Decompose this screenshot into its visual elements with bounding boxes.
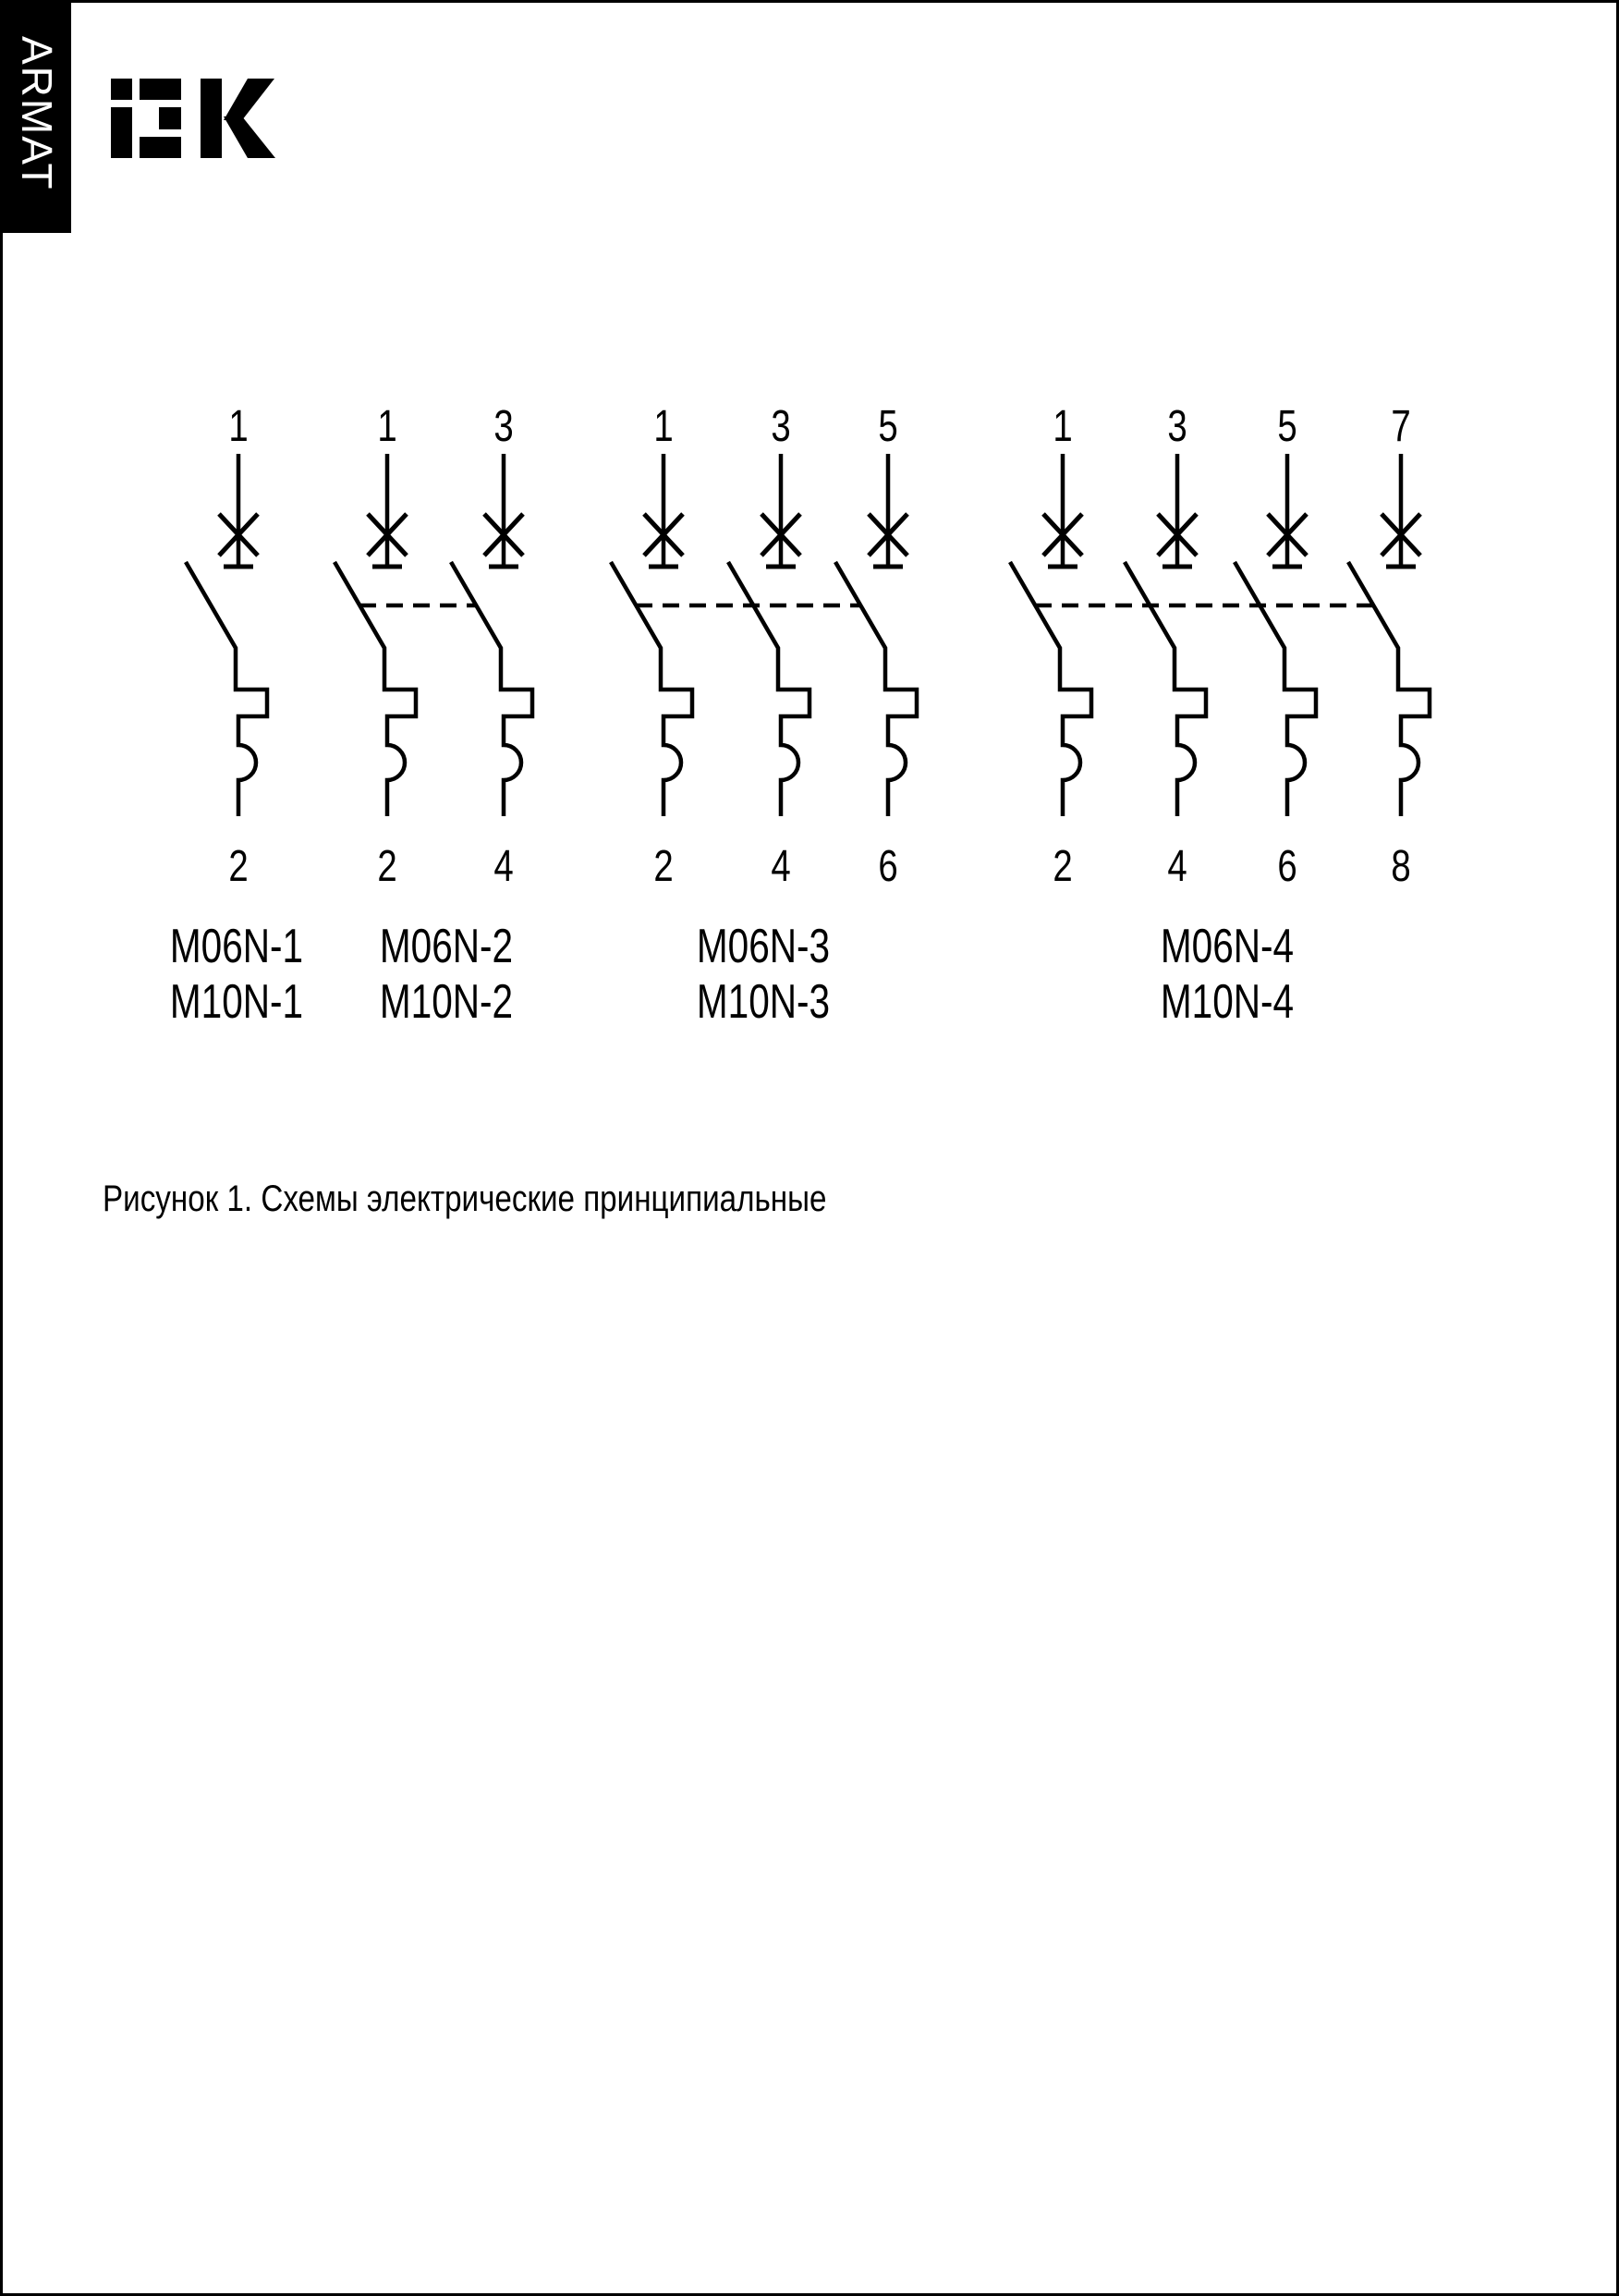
- terminal-number-bottom: 6: [1277, 842, 1297, 892]
- model-label: M06N-4: [1160, 919, 1295, 973]
- terminal-number-bottom: 2: [377, 842, 397, 892]
- blade-and-release-path: [451, 562, 532, 816]
- schematic-figure: [3, 3, 1619, 1056]
- blade-and-release-path: [1235, 562, 1316, 816]
- blade-and-release-path: [1010, 562, 1091, 816]
- terminal-number-top: 3: [1167, 402, 1187, 452]
- terminal-number-bottom: 2: [1053, 842, 1073, 892]
- blade-and-release-path: [186, 562, 267, 816]
- model-label: M06N-2: [379, 919, 514, 973]
- terminal-number-top: 1: [228, 402, 249, 452]
- model-label: M06N-1: [169, 919, 304, 973]
- terminal-number-top: 1: [1053, 402, 1073, 452]
- brand-vertical-label: ARMAT: [13, 36, 61, 191]
- terminal-number-top: 5: [1277, 402, 1297, 452]
- terminal-number-top: 7: [1391, 402, 1411, 452]
- terminal-number-bottom: 2: [653, 842, 674, 892]
- blade-and-release-path: [335, 562, 416, 816]
- model-label: M10N-3: [696, 974, 831, 1029]
- terminal-number-top: 1: [653, 402, 674, 452]
- model-label: M10N-2: [379, 974, 514, 1029]
- blade-and-release-path: [1348, 562, 1430, 816]
- model-label: M10N-1: [169, 974, 304, 1029]
- terminal-number-bottom: 4: [493, 842, 514, 892]
- terminal-number-top: 5: [878, 402, 898, 452]
- terminal-number-top: 3: [493, 402, 514, 452]
- terminal-number-top: 1: [377, 402, 397, 452]
- terminal-number-bottom: 6: [878, 842, 898, 892]
- terminal-number-bottom: 4: [771, 842, 791, 892]
- blade-and-release-path: [728, 562, 810, 816]
- figure-caption: [103, 1180, 975, 1217]
- blade-and-release-path: [835, 562, 917, 816]
- figure-caption-text: Рисунок 1. Схемы электрические принципиальные: [103, 1179, 827, 1219]
- blade-and-release-path: [1125, 562, 1206, 816]
- model-label: M06N-3: [696, 919, 831, 973]
- terminal-number-bottom: 4: [1167, 842, 1187, 892]
- terminal-number-bottom: 8: [1391, 842, 1411, 892]
- blade-and-release-path: [611, 562, 692, 816]
- terminal-number-bottom: 2: [228, 842, 249, 892]
- model-label: M10N-4: [1160, 974, 1295, 1029]
- terminal-number-top: 3: [771, 402, 791, 452]
